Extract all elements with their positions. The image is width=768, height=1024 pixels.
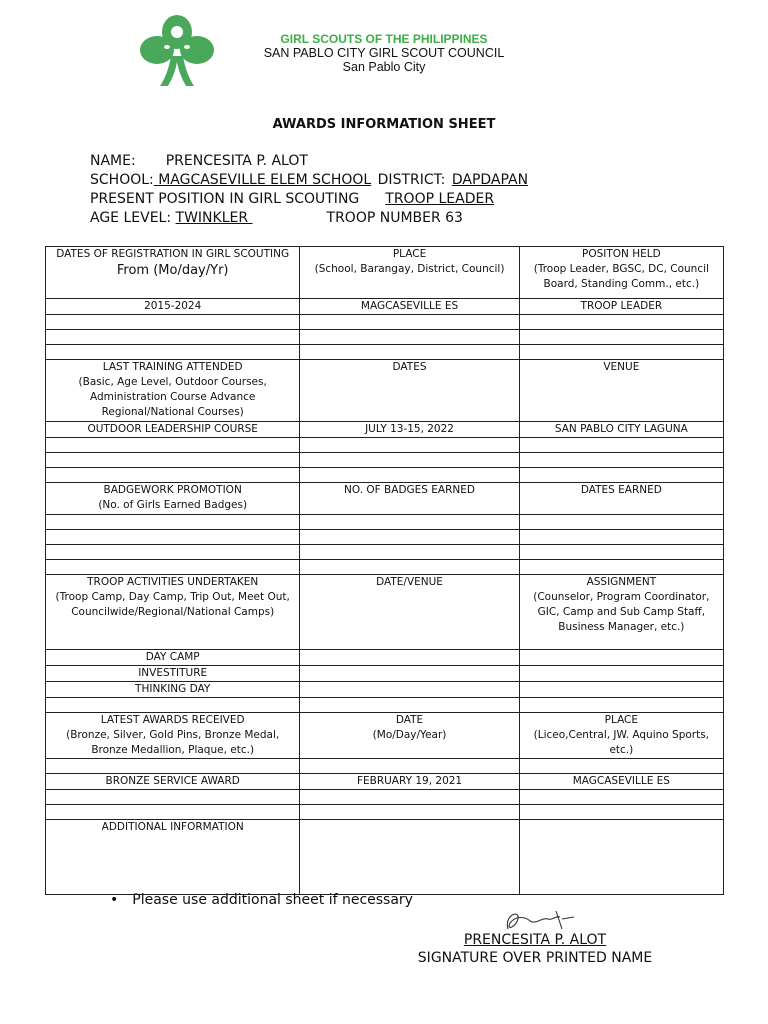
training-header — [46, 360, 300, 422]
venue-header: VENUE — [519, 360, 723, 422]
table-row — [46, 330, 724, 345]
district-label: DISTRICT: — [377, 172, 446, 188]
signature-block — [400, 931, 670, 967]
table-cell: THINKING DAY — [46, 682, 300, 698]
table-cell — [300, 453, 519, 468]
table-cell — [519, 545, 723, 560]
table-cell: BRONZE SERVICE AWARD — [46, 774, 300, 790]
table-cell — [300, 530, 519, 545]
trefoil-logo-icon — [138, 12, 216, 88]
troop-number: TROOP NUMBER 63 — [326, 210, 463, 226]
name-row — [90, 152, 528, 171]
table-cell — [300, 805, 519, 820]
table-cell — [46, 805, 300, 820]
org-name: GIRL SCOUTS OF THE PHILIPPINES — [280, 32, 488, 46]
award-date-subtitle: (Mo/Day/Year) — [372, 729, 447, 741]
table-cell — [519, 666, 723, 682]
council-name: SAN PABLO CITY GIRL SCOUT COUNCIL — [263, 46, 505, 60]
table-row — [46, 438, 724, 453]
table-cell — [519, 790, 723, 805]
dates-earned-header: DATES EARNED — [519, 483, 723, 515]
table-row — [46, 453, 724, 468]
table-row — [46, 560, 724, 575]
table-cell — [300, 560, 519, 575]
table-cell — [46, 453, 300, 468]
awards-subtitle: (Bronze, Silver, Gold Pins, Bronze Medal, Bronze Medallion, Plaque, etc.) — [66, 729, 280, 756]
table-cell — [46, 698, 300, 713]
award-place-header — [519, 713, 723, 759]
table-cell — [300, 438, 519, 453]
table-row — [46, 545, 724, 560]
position-value: TROOP LEADER — [385, 191, 495, 207]
table-cell — [46, 468, 300, 483]
personal-info — [90, 152, 528, 228]
district-value: DAPDAPAN — [451, 172, 529, 188]
badgework-title: BADGEWORK PROMOTION — [103, 484, 242, 496]
table-cell — [300, 345, 519, 360]
award-date-title: DATE — [395, 714, 424, 726]
table-cell: DAY CAMP — [46, 650, 300, 666]
table-cell — [519, 682, 723, 698]
registration-header-row — [46, 247, 724, 299]
age-label: AGE LEVEL: — [90, 210, 172, 226]
school-value: MAGCASEVILLE ELEM SCHOOL — [153, 172, 372, 188]
additional-info-label: ADDITIONAL INFORMATION — [46, 820, 300, 895]
table-cell — [519, 560, 723, 575]
table-cell — [519, 453, 723, 468]
table-row — [46, 805, 724, 820]
table-row — [46, 299, 724, 315]
table-cell — [300, 545, 519, 560]
table-cell — [519, 330, 723, 345]
table-cell — [519, 468, 723, 483]
table-row — [46, 530, 724, 545]
table-cell: INVESTITURE — [46, 666, 300, 682]
assignment-header — [519, 575, 723, 650]
place-subtitle: (School, Barangay, District, Council) — [314, 263, 505, 275]
table-cell: JULY 13-15, 2022 — [300, 422, 519, 438]
table-row — [46, 698, 724, 713]
table-row — [46, 315, 724, 330]
table-cell — [519, 650, 723, 666]
signer-name: PRENCESITA P. ALOT — [463, 932, 607, 948]
table-cell — [46, 438, 300, 453]
table-cell — [46, 530, 300, 545]
position-subtitle: (Troop Leader, BGSC, DC, Council Board, Standing Comm., etc.) — [533, 263, 709, 290]
city-name: San Pablo City — [342, 60, 426, 74]
table-cell — [300, 790, 519, 805]
table-cell — [519, 515, 723, 530]
table-cell — [300, 698, 519, 713]
table-row — [46, 666, 724, 682]
school-row — [90, 171, 528, 190]
table-row — [46, 468, 724, 483]
age-value: TWINKLER — [175, 210, 253, 226]
table-cell — [46, 790, 300, 805]
table-cell — [46, 560, 300, 575]
table-cell — [519, 345, 723, 360]
table-cell: MAGCASEVILLE ES — [300, 299, 519, 315]
training-title: LAST TRAINING ATTENDED — [102, 361, 243, 373]
table-row — [46, 790, 724, 805]
table-cell: OUTDOOR LEADERSHIP COURSE — [46, 422, 300, 438]
table-cell — [519, 698, 723, 713]
table-cell — [46, 315, 300, 330]
table-cell — [300, 820, 519, 895]
position-label: PRESENT POSITION IN GIRL SCOUTING — [90, 191, 360, 207]
name-value: PRENCESITA P. ALOT — [165, 153, 308, 169]
table-cell: MAGCASEVILLE ES — [519, 774, 723, 790]
badges-earned-header: NO. OF BADGES EARNED — [300, 483, 519, 515]
age-row — [90, 209, 528, 228]
badgework-header-row — [46, 483, 724, 515]
position-row — [90, 190, 528, 209]
awards-header-row — [46, 713, 724, 759]
organization-header — [250, 32, 518, 74]
position-header — [519, 247, 723, 299]
table-row — [46, 515, 724, 530]
awards-table — [45, 246, 724, 895]
signature-caption: SIGNATURE OVER PRINTED NAME — [417, 950, 653, 966]
awards-title: LATEST AWARDS RECEIVED — [100, 714, 245, 726]
activities-title: TROOP ACTIVITIES UNDERTAKEN — [87, 576, 259, 588]
table-cell — [519, 805, 723, 820]
table-cell: SAN PABLO CITY LAGUNA — [519, 422, 723, 438]
table-cell — [519, 315, 723, 330]
award-date-header — [300, 713, 519, 759]
training-subtitle: (Basic, Age Level, Outdoor Courses, Administration Course Advance Regional/National Courses) — [78, 376, 267, 418]
table-cell — [519, 530, 723, 545]
table-cell — [300, 330, 519, 345]
table-row — [46, 650, 724, 666]
table-cell — [300, 682, 519, 698]
table-cell — [300, 315, 519, 330]
table-row — [46, 422, 724, 438]
table-row — [46, 759, 724, 774]
table-cell — [519, 759, 723, 774]
table-cell — [300, 515, 519, 530]
table-cell — [519, 820, 723, 895]
bullet-icon: • — [110, 892, 119, 908]
assignment-subtitle: (Counselor, Program Coordinator, GIC, Camp and Sub Camp Staff, Business Manager, etc.) — [533, 591, 710, 633]
dates-header: DATES — [300, 360, 519, 422]
registration-title: DATES OF REGISTRATION IN GIRL SCOUTING — [56, 248, 290, 260]
additional-sheet-note — [110, 892, 413, 908]
award-place-title: PLACE — [604, 714, 639, 726]
award-place-subtitle: (Liceo,Central, JW. Aquino Sports, etc.) — [533, 729, 710, 756]
table-cell — [300, 650, 519, 666]
table-cell — [300, 468, 519, 483]
name-label: NAME: — [90, 153, 136, 169]
table-cell: 2015-2024 — [46, 299, 300, 315]
activities-subtitle: (Troop Camp, Day Camp, Trip Out, Meet Out, Councilwide/Regional/National Camps) — [55, 591, 290, 618]
table-cell — [46, 515, 300, 530]
table-row — [46, 682, 724, 698]
place-title: PLACE — [392, 248, 427, 260]
table-cell: TROOP LEADER — [519, 299, 723, 315]
activities-header — [46, 575, 300, 650]
table-cell — [46, 330, 300, 345]
table-cell — [46, 545, 300, 560]
school-label: SCHOOL: — [90, 172, 154, 188]
additional-info-row — [46, 820, 724, 895]
note-text: Please use additional sheet if necessary — [132, 892, 413, 908]
assignment-title: ASSIGNMENT — [586, 576, 657, 588]
table-cell — [300, 666, 519, 682]
position-title: POSITON HELD — [581, 248, 661, 260]
table-cell: FEBRUARY 19, 2021 — [300, 774, 519, 790]
table-cell — [519, 438, 723, 453]
page-title: AWARDS INFORMATION SHEET — [272, 117, 496, 132]
awards-header — [46, 713, 300, 759]
place-header — [300, 247, 519, 299]
badgework-header — [46, 483, 300, 515]
table-row — [46, 774, 724, 790]
activities-header-row — [46, 575, 724, 650]
registration-subtitle: From (Mo/day/Yr) — [116, 263, 229, 278]
registration-header — [46, 247, 300, 299]
training-header-row — [46, 360, 724, 422]
table-cell — [46, 759, 300, 774]
date-venue-header: DATE/VENUE — [300, 575, 519, 650]
table-row — [46, 345, 724, 360]
table-cell — [300, 759, 519, 774]
table-cell — [46, 345, 300, 360]
badgework-subtitle: (No. of Girls Earned Badges) — [98, 499, 248, 511]
